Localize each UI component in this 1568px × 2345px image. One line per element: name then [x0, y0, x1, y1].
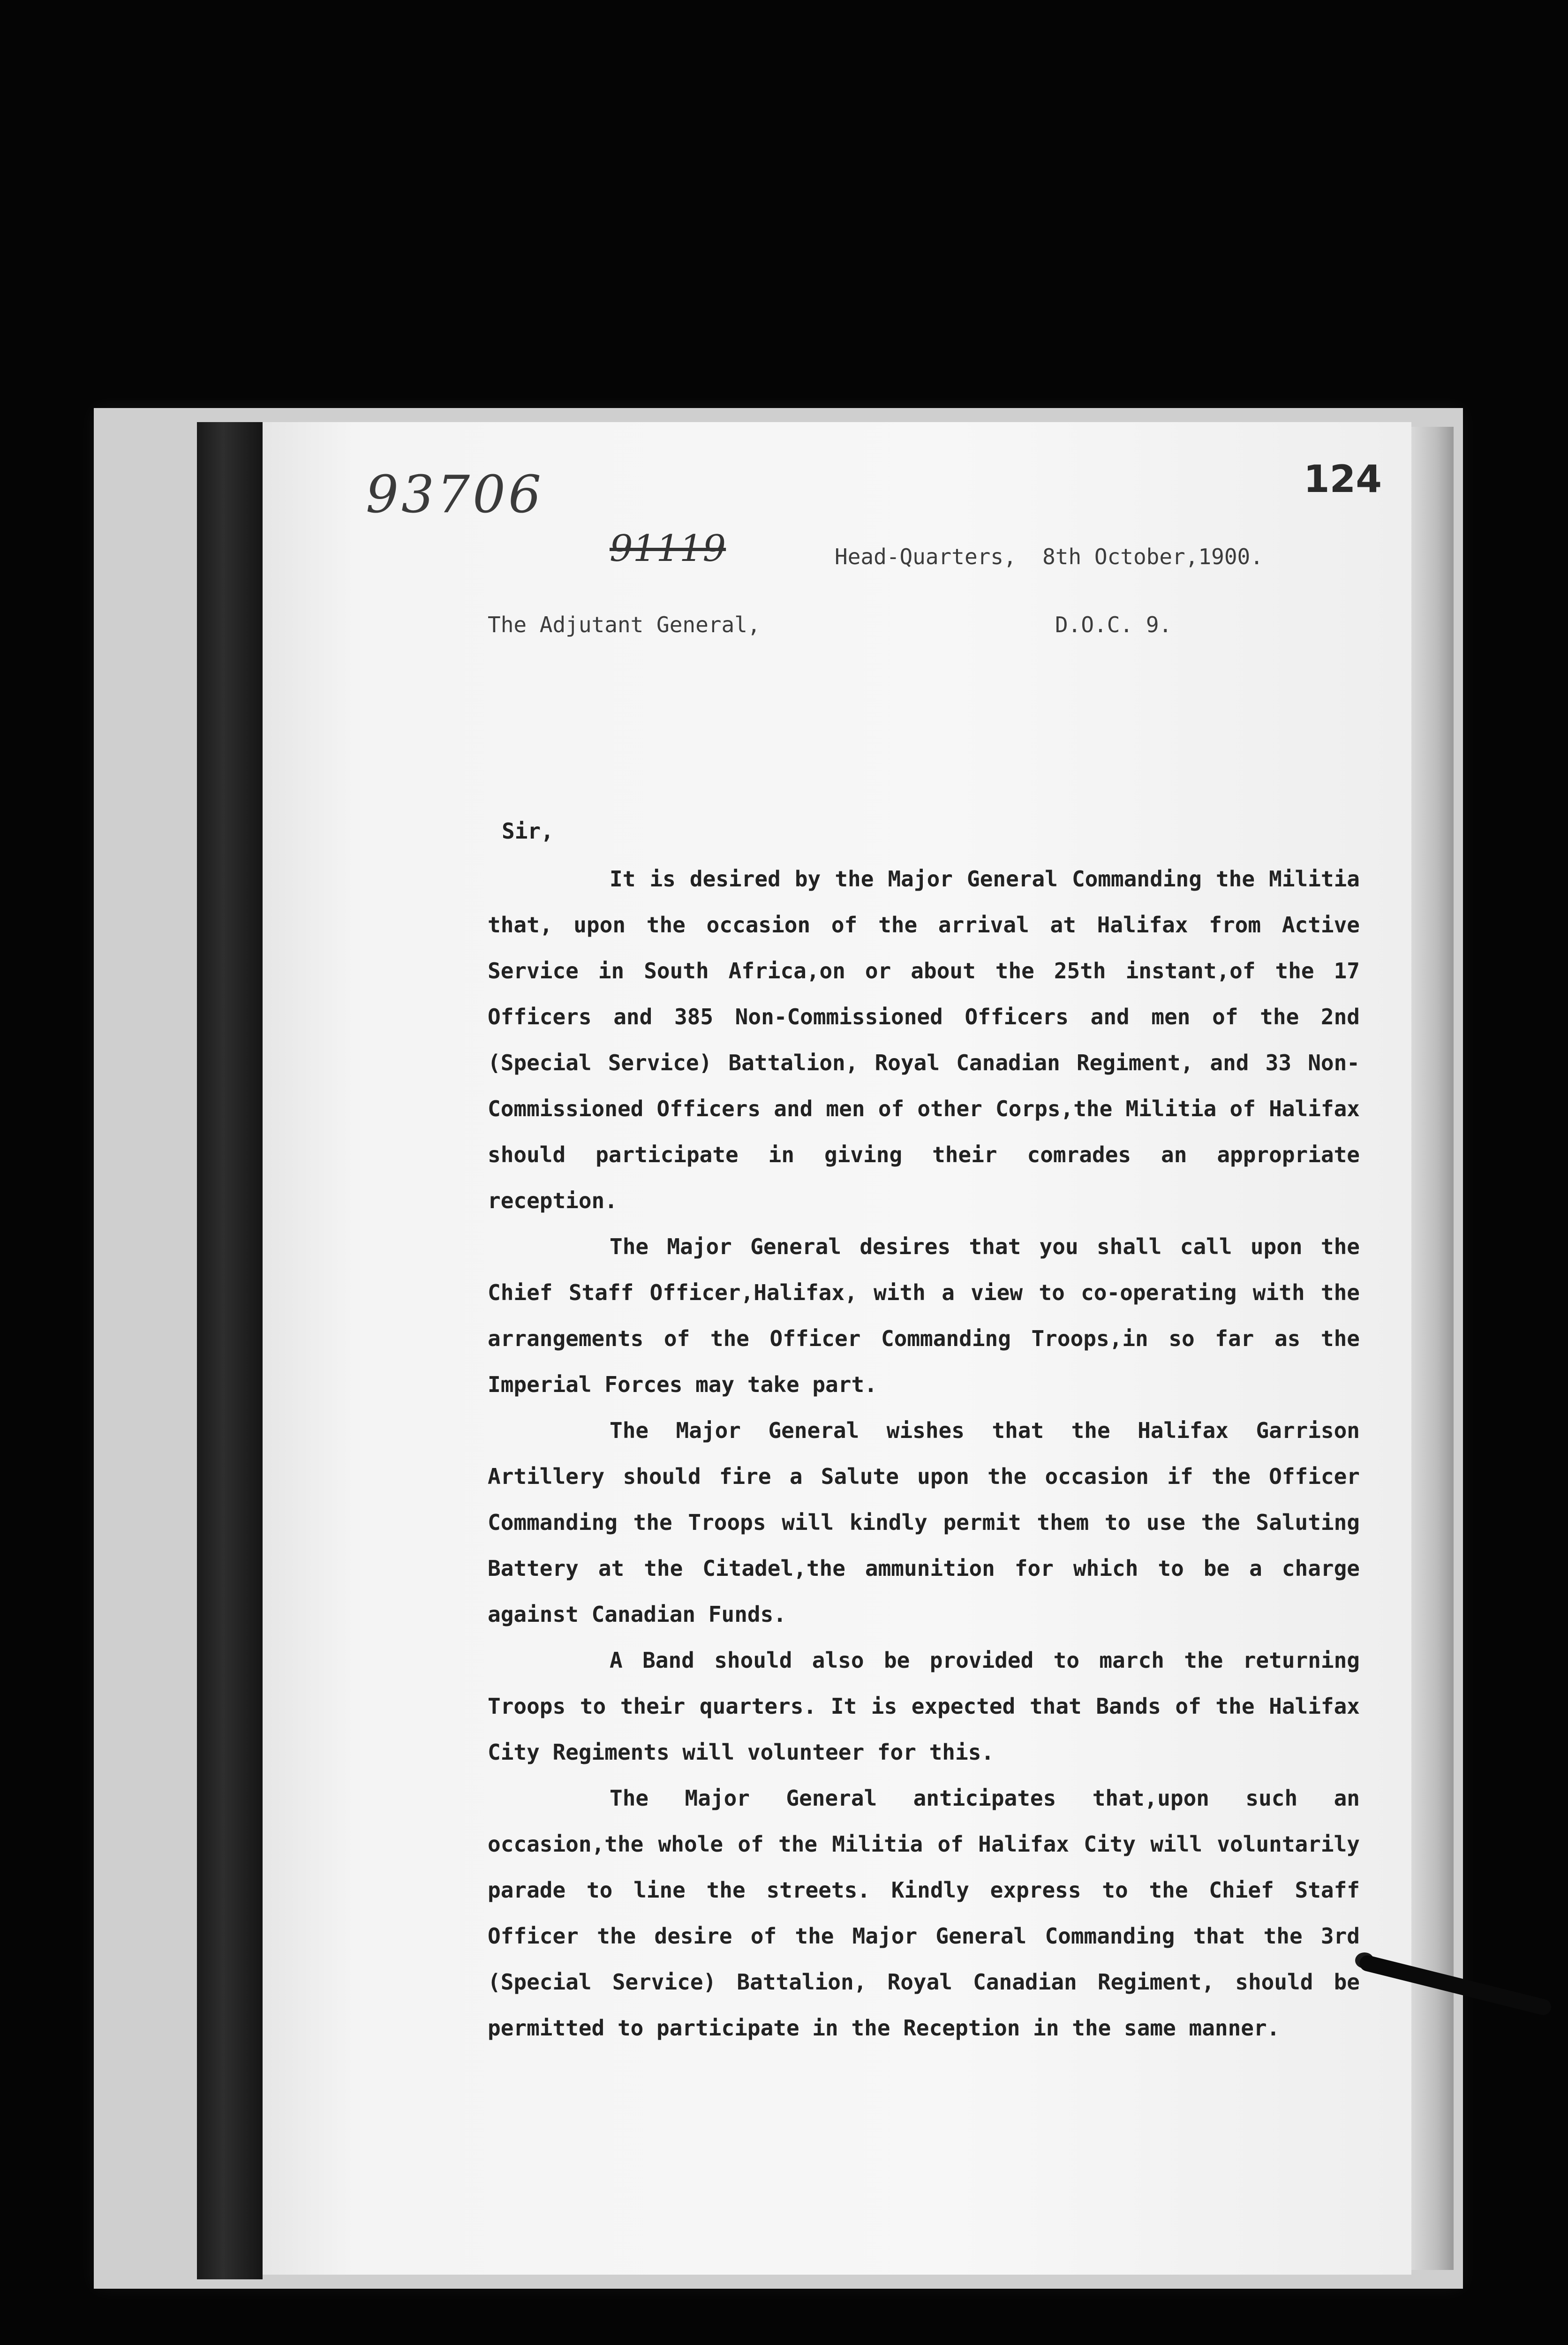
binding-shadow — [197, 422, 263, 2279]
paragraph-reception: It is desired by the Major General Commanding the Militia that, upon the occasion of the arrival at Halifax from Active Service in South Africa,on or about the 25th instant,of the 17 Officers and 385 Non-Commissioned Officers and men of the 2nd (Special Service) Battalion, Royal Canadian Regiment, and 33 Non-Commissioned Officers and men of other Corps,the Militia of Halifax should participate in giving their comrades an appropriate reception. — [488, 866, 1360, 1213]
paragraph-parade: The Major General anticipates that,upon such an occasion,the whole of the Militia of Halifax City will voluntarily parade to line the streets. Kindly express to the Chief Staff Officer the desire of the Major General Commanding that the 3rd (Special Service) Battalion, Royal Canadian Regiment, should be permitted to participate in the Reception in the same manner. — [488, 1785, 1360, 2041]
page-edge — [1411, 427, 1454, 2270]
salutation: Sir, — [502, 818, 554, 844]
recipient: The Adjutant General, — [488, 612, 761, 637]
paragraph-band: A Band should also be provided to march the returning Troops to their quarters. It is expected that Bands of the Halifax City Regiments will volunteer for this. — [488, 1648, 1360, 1765]
letter-body — [488, 856, 1360, 2051]
paragraph-staff-officer: The Major General desires that you shall call upon the Chief Staff Officer,Halifax, with a view to co-operating with the arrangements of the Officer Commanding Troops,in so far as the Imperial Forces may take part. — [488, 1234, 1360, 1397]
paragraph-salute: The Major General wishes that the Halifax Garrison Artillery should fire a Salute upon the occasion if the Officer Commanding the Troops will kindly permit them to use the Saluting Battery at the Citadel,the ammunition for which to be a charge against Canadian Funds. — [488, 1418, 1360, 1627]
handwritten-file-number: 93706 — [366, 464, 544, 524]
struck-out-number: 91119 — [610, 528, 726, 570]
district-reference: D.O.C. 9. — [1055, 612, 1172, 637]
page-number: 124 — [1304, 457, 1382, 501]
location-date: Head-Quarters, 8th October,1900. — [835, 544, 1263, 569]
